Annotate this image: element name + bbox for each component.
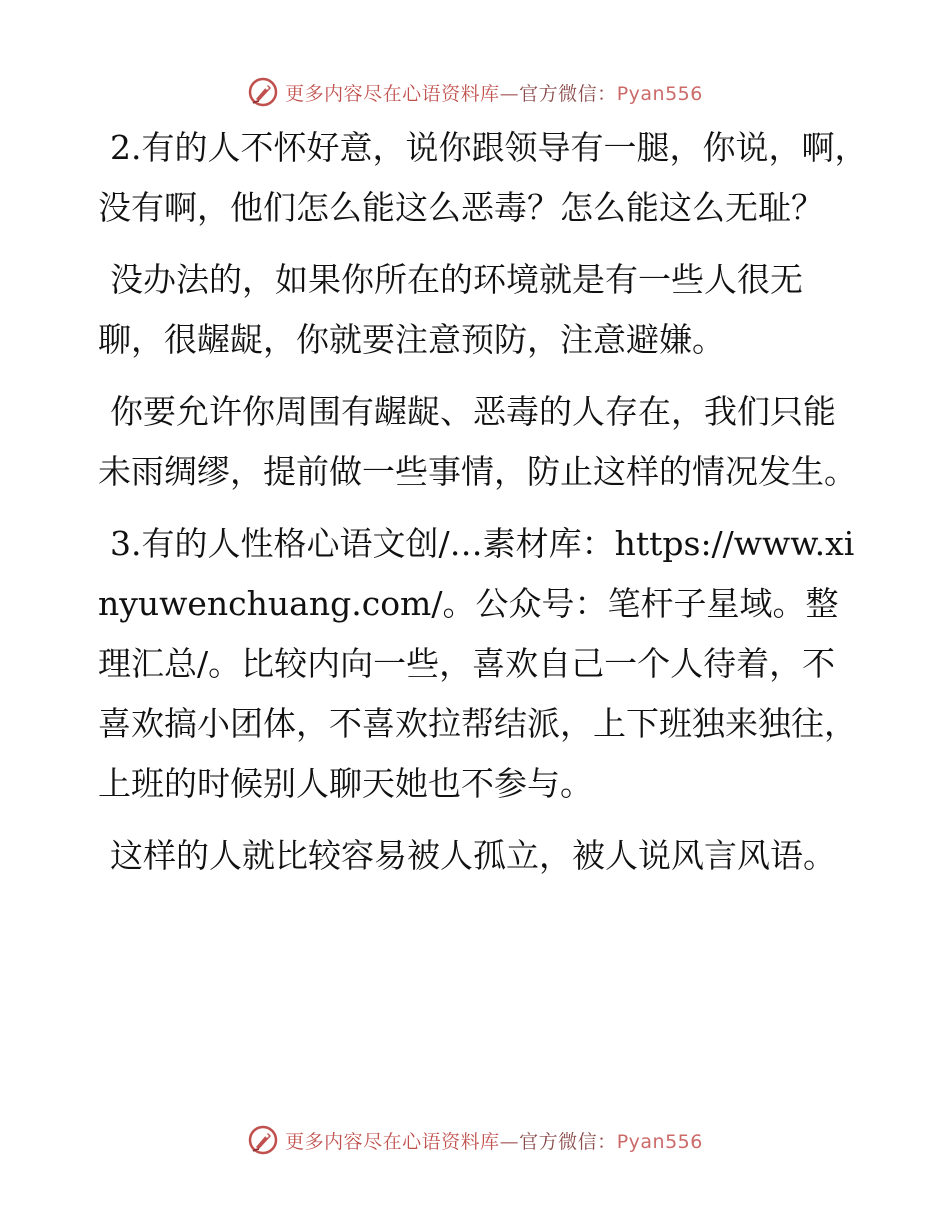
paragraph-1: 2.有的人不怀好意，说你跟领导有一腿，你说，啊，没有啊，他们怎么能这么恶毒？怎么能这么无耻？: [98, 128, 868, 227]
paragraph-4: 3.有的人性格心语文创/…素材库：https://www.xinyuwenchuang.com/。公众号：笔杆子星域。整理汇总/。比较内向一些，喜欢自己一个人待着，不喜欢搞小团体，不喜欢拉帮结派，上下班独来独往，上班的时候别人聊天她也不参与。: [98, 524, 857, 803]
paragraph-3: 你要允许你周围有龌龊、恶毒的人存在，我们只能未雨绸缪，提前做一些事情，防止这样的情况发生。: [98, 392, 857, 491]
banner-text: [285, 79, 703, 106]
banner-title: 更多内容尽在心语资料库: [285, 82, 500, 105]
banner-wechat-label: 官方微信：: [519, 82, 617, 105]
banner-wechat-id: Pyan556: [616, 82, 703, 105]
header-banner: [0, 72, 950, 112]
paragraph-2: 没办法的，如果你所在的环境就是有一些人很无聊，很龌龊，你就要注意预防，注意避嫌。: [98, 260, 803, 359]
banner-dash: —: [499, 1130, 520, 1153]
banner-wechat-label: 官方微信：: [519, 1130, 617, 1153]
pen-nib-icon: [247, 1124, 279, 1156]
pen-nib-icon: [247, 76, 279, 108]
banner-text: [285, 1127, 703, 1154]
document-body: [98, 118, 868, 898]
paragraph-5: 这样的人就比较容易被人孤立，被人说风言风语。: [110, 836, 836, 875]
banner-title: 更多内容尽在心语资料库: [285, 1130, 500, 1153]
footer-banner: [0, 1120, 950, 1160]
banner-dash: —: [499, 82, 520, 105]
banner-wechat-id: Pyan556: [616, 1130, 703, 1153]
